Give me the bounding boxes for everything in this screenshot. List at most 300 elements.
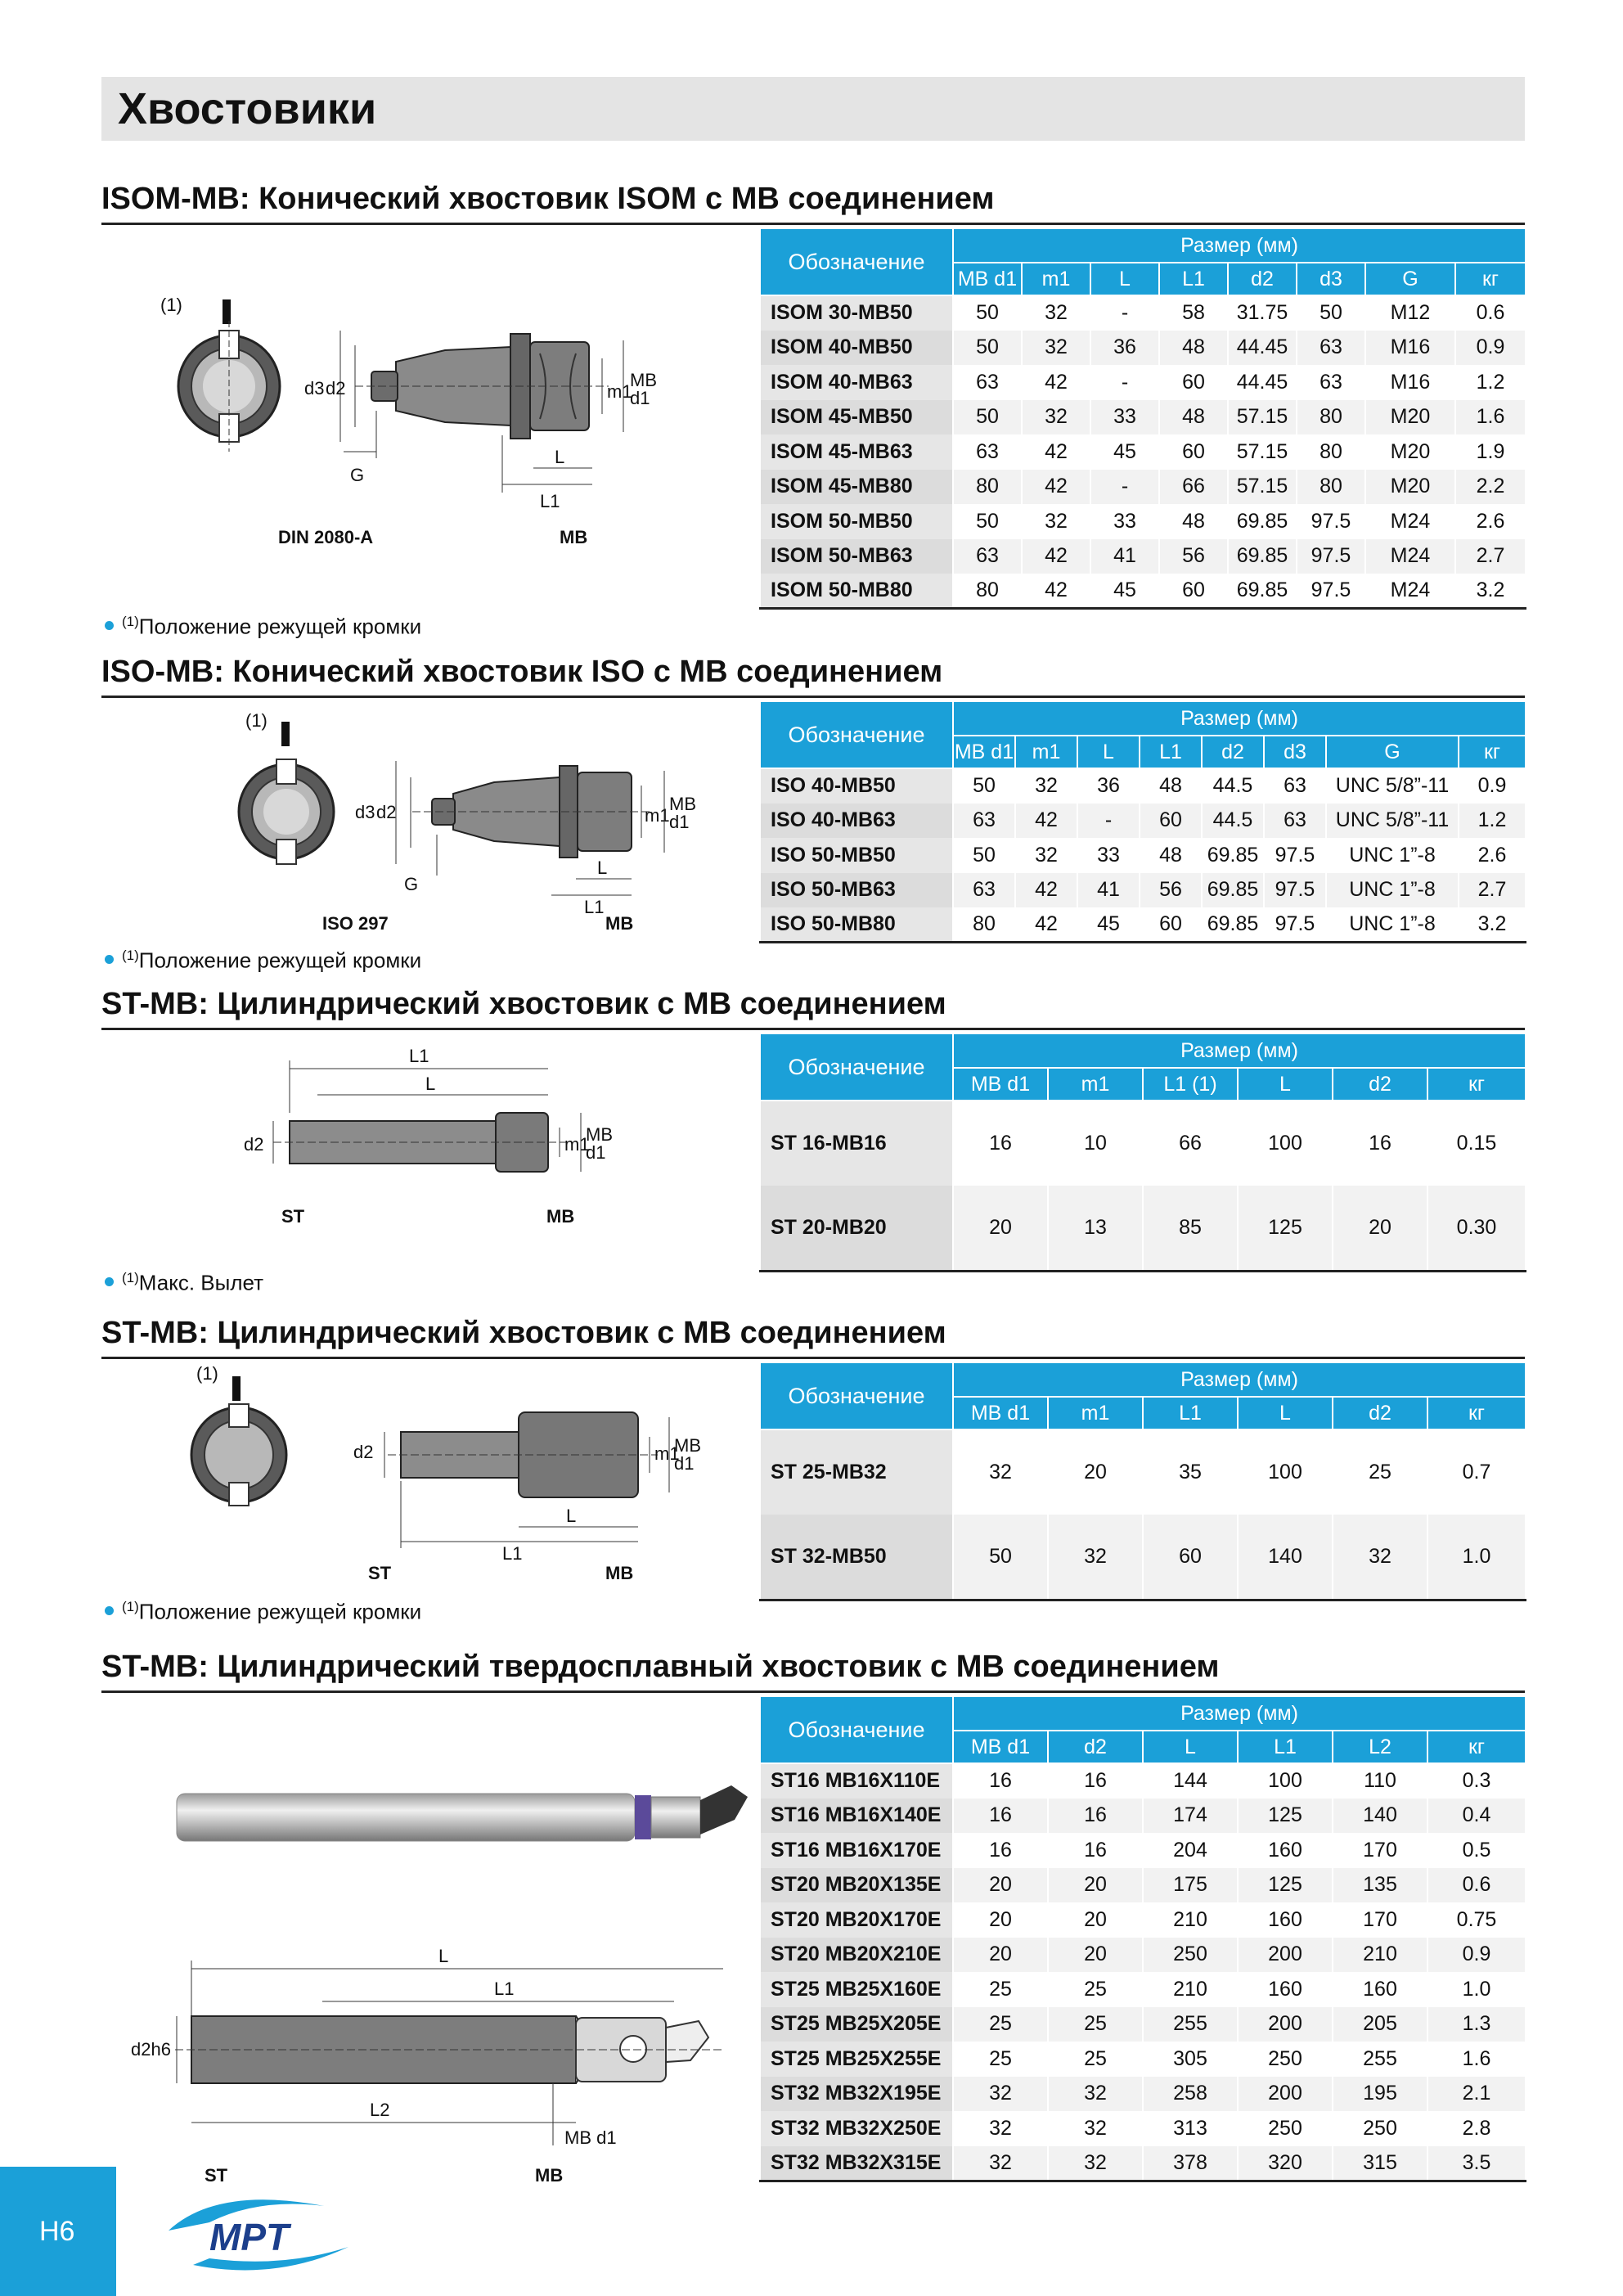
value-cell: 42	[1015, 907, 1077, 943]
value-cell: UNC 5/8”-11	[1326, 804, 1459, 839]
standard-caption: ST	[281, 1206, 305, 1227]
value-cell: 195	[1333, 2077, 1427, 2112]
footnote-mark: (1)	[122, 1270, 139, 1285]
section-rule	[101, 223, 1525, 225]
value-cell: 32	[1022, 504, 1090, 539]
value-cell: 42	[1015, 804, 1077, 839]
bullet-icon	[105, 955, 114, 964]
value-cell: 1.0	[1427, 1515, 1526, 1600]
dim-m1: m1	[607, 381, 632, 402]
value-cell: 60	[1143, 1515, 1238, 1600]
value-cell: 305	[1143, 2042, 1238, 2077]
page-number: H6	[39, 2216, 75, 2247]
designation-header: Обозначение	[760, 228, 953, 295]
value-cell: 50	[953, 1515, 1048, 1600]
value-cell: 315	[1333, 2146, 1427, 2181]
value-cell: UNC 1”-8	[1326, 873, 1459, 908]
value-cell: 20	[1333, 1186, 1427, 1271]
mb-caption: MB	[546, 1206, 575, 1227]
value-cell: 42	[1015, 873, 1077, 908]
value-cell: 160	[1238, 1972, 1333, 2007]
value-cell: 210	[1143, 1902, 1238, 1938]
value-cell: 250	[1238, 2111, 1333, 2146]
dim-mb: MB	[669, 794, 696, 814]
dim-d3: d3	[304, 378, 325, 398]
value-cell: 42	[1022, 574, 1090, 609]
size-group-header: Размер (мм)	[953, 1033, 1526, 1068]
dim-mb: MB	[586, 1124, 613, 1145]
table-row	[760, 1763, 1526, 1799]
value-cell: 31.75	[1228, 295, 1297, 331]
section-st-mb-1	[101, 987, 1525, 1314]
dim-g: G	[350, 465, 365, 485]
size-group-header: Размер (мм)	[953, 228, 1526, 263]
value-cell: 174	[1143, 1799, 1238, 1834]
value-cell: 42	[1022, 539, 1090, 574]
table-row	[760, 1938, 1526, 1973]
value-cell: 80	[953, 470, 1022, 505]
designation-header: Обозначение	[760, 1362, 953, 1429]
value-cell: 0.9	[1459, 768, 1526, 804]
value-cell: 110	[1333, 1763, 1427, 1799]
value-cell: 20	[953, 1902, 1048, 1938]
value-cell: 25	[953, 2007, 1048, 2042]
value-cell: 0.9	[1455, 331, 1526, 366]
value-cell: 44.5	[1202, 804, 1264, 839]
value-cell: 50	[953, 295, 1022, 331]
designation-cell: ST25 MB25X255E	[760, 2042, 953, 2077]
table-row	[760, 2146, 1526, 2181]
designation-cell: ISO 50-MB80	[760, 907, 953, 943]
table-row	[760, 2111, 1526, 2146]
dim-m1: m1	[654, 1443, 680, 1464]
size-group-header: Размер (мм)	[953, 701, 1526, 736]
cutting-edge-mark: (1)	[160, 295, 182, 315]
value-cell: 57.15	[1228, 434, 1297, 470]
table-row	[760, 1833, 1526, 1868]
standard-caption: ISO 297	[322, 913, 389, 933]
value-cell: 33	[1090, 400, 1159, 435]
column-header: L1	[1159, 263, 1228, 295]
value-cell: 200	[1238, 2077, 1333, 2112]
bullet-icon	[105, 1606, 114, 1615]
column-header: G	[1326, 736, 1459, 768]
designation-cell: ISOM 45-MB63	[760, 434, 953, 470]
value-cell: M16	[1365, 331, 1455, 366]
column-header: кг	[1427, 1068, 1526, 1101]
value-cell: 160	[1238, 1833, 1333, 1868]
section-title: ISOM-MB: Конический хвостовик ISOM с МВ соединением	[101, 182, 995, 216]
section-rule	[101, 1357, 1525, 1359]
dim-l: L	[597, 858, 608, 878]
value-cell: -	[1077, 804, 1140, 839]
table-row	[760, 1972, 1526, 2007]
value-cell: 20	[953, 1186, 1048, 1271]
value-cell: UNC 5/8”-11	[1326, 768, 1459, 804]
value-cell: 48	[1159, 504, 1228, 539]
column-header: m1	[1022, 263, 1090, 295]
value-cell: 85	[1143, 1186, 1238, 1271]
dim-d2: d2	[326, 378, 346, 398]
value-cell: 16	[953, 1833, 1048, 1868]
value-cell: 41	[1077, 873, 1140, 908]
designation-cell: ST 20-MB20	[760, 1186, 953, 1271]
standard-caption: DIN 2080-A	[278, 527, 374, 547]
value-cell: 250	[1143, 1938, 1238, 1973]
value-cell: 144	[1143, 1763, 1238, 1799]
column-header: d3	[1297, 263, 1365, 295]
value-cell: 36	[1090, 331, 1159, 366]
logo-text: MPT	[209, 2216, 290, 2258]
value-cell: 32	[953, 2077, 1048, 2112]
section-st-mb-carbide	[101, 1650, 1525, 2206]
table-row	[760, 804, 1526, 839]
value-cell: 3.2	[1455, 574, 1526, 609]
size-group-header: Размер (мм)	[953, 1362, 1526, 1397]
column-header: d2	[1048, 1731, 1143, 1763]
column-header: L1	[1143, 1397, 1238, 1429]
value-cell: 69.85	[1228, 574, 1297, 609]
column-header: m1	[1015, 736, 1077, 768]
column-header: кг	[1459, 736, 1526, 768]
designation-cell: ST25 MB25X160E	[760, 1972, 953, 2007]
designation-cell: ST20 MB20X135E	[760, 1868, 953, 1903]
value-cell: 60	[1140, 804, 1202, 839]
value-cell: 57.15	[1228, 400, 1297, 435]
designation-cell: ST20 MB20X170E	[760, 1902, 953, 1938]
value-cell: 160	[1333, 1972, 1427, 2007]
section-isom-mb	[101, 182, 1525, 648]
value-cell: 50	[953, 331, 1022, 366]
value-cell: 16	[1048, 1833, 1143, 1868]
dim-l: L	[566, 1506, 577, 1526]
value-cell: 69.85	[1202, 873, 1264, 908]
value-cell: 20	[1048, 1868, 1143, 1903]
dim-l: L	[438, 1946, 449, 1966]
column-header: L	[1238, 1397, 1333, 1429]
value-cell: 3.5	[1427, 2146, 1526, 2181]
dim-l2: L2	[370, 2100, 390, 2120]
value-cell: 63	[1297, 331, 1365, 366]
value-cell: 1.6	[1427, 2042, 1526, 2077]
column-header: кг	[1427, 1397, 1526, 1429]
mb-caption: MB	[605, 1563, 634, 1579]
table-row	[760, 2042, 1526, 2077]
value-cell: 100	[1238, 1763, 1333, 1799]
table-row	[760, 470, 1526, 505]
dim-l1: L1	[584, 897, 605, 917]
table-row	[760, 331, 1526, 366]
value-cell: 48	[1159, 331, 1228, 366]
footnote	[105, 614, 421, 640]
column-header: L	[1143, 1731, 1238, 1763]
value-cell: 63	[953, 365, 1022, 400]
value-cell: 258	[1143, 2077, 1238, 2112]
column-header: L1	[1238, 1731, 1333, 1763]
value-cell: 69.85	[1228, 504, 1297, 539]
value-cell: 0.9	[1427, 1938, 1526, 1973]
dim-l: L	[425, 1074, 436, 1094]
value-cell: -	[1090, 295, 1159, 331]
column-header: MB d1	[953, 1731, 1048, 1763]
column-header: MB d1	[953, 1397, 1048, 1429]
designation-cell: ISO 50-MB63	[760, 873, 953, 908]
designation-cell: ISOM 50-MB80	[760, 574, 953, 609]
designation-cell: ST16 MB16X140E	[760, 1799, 953, 1834]
table-row	[760, 1868, 1526, 1903]
value-cell: 80	[953, 574, 1022, 609]
footnote-text: Положение режущей кромки	[138, 1599, 422, 1624]
column-header: кг	[1455, 263, 1526, 295]
section-title: ST-MB: Цилиндрический хвостовик с МВ соединением	[101, 1316, 946, 1350]
value-cell: 97.5	[1264, 838, 1326, 873]
column-header: L1	[1140, 736, 1202, 768]
value-cell: 97.5	[1297, 574, 1365, 609]
table-row	[760, 504, 1526, 539]
designation-cell: ISOM 45-MB80	[760, 470, 953, 505]
value-cell: 80	[1297, 400, 1365, 435]
value-cell: 20	[953, 1868, 1048, 1903]
footnote-mark: (1)	[122, 948, 139, 963]
section-title: ST-MB: Цилиндрический хвостовик с МВ соединением	[101, 987, 946, 1021]
value-cell: 45	[1090, 574, 1159, 609]
value-cell: -	[1090, 470, 1159, 505]
value-cell: 250	[1238, 2042, 1333, 2077]
value-cell: 2.6	[1455, 504, 1526, 539]
value-cell: -	[1090, 365, 1159, 400]
value-cell: 97.5	[1297, 539, 1365, 574]
mb-caption: MB	[535, 2165, 564, 2186]
value-cell: 0.7	[1427, 1429, 1526, 1515]
st-diagram-1	[151, 1036, 789, 1240]
designation-cell: ST32 MB32X250E	[760, 2111, 953, 2146]
value-cell: 33	[1090, 504, 1159, 539]
st-spec-table-2	[759, 1362, 1526, 1601]
value-cell: 50	[953, 768, 1015, 804]
value-cell: 63	[953, 873, 1015, 908]
column-header: d2	[1333, 1397, 1427, 1429]
value-cell: 32	[1048, 2077, 1143, 2112]
designation-header: Обозначение	[760, 701, 953, 768]
value-cell: 140	[1238, 1515, 1333, 1600]
section-iso-mb	[101, 655, 1525, 982]
table-row	[760, 1101, 1526, 1186]
value-cell: 32	[953, 2111, 1048, 2146]
dim-m1: m1	[645, 805, 670, 826]
column-header: G	[1365, 263, 1455, 295]
table-row	[760, 768, 1526, 804]
value-cell: 125	[1238, 1799, 1333, 1834]
value-cell: M16	[1365, 365, 1455, 400]
page-title-bar	[101, 77, 1525, 141]
value-cell: 200	[1238, 1938, 1333, 1973]
value-cell: 13	[1048, 1186, 1143, 1271]
value-cell: 25	[1333, 1429, 1427, 1515]
dim-mb-d1: MB d1	[564, 2127, 617, 2148]
value-cell: 32	[953, 2146, 1048, 2181]
footnote	[105, 1270, 263, 1296]
table-row	[760, 838, 1526, 873]
value-cell: 32	[1333, 1515, 1427, 1600]
dim-d3: d3	[355, 802, 375, 822]
value-cell: 2.6	[1459, 838, 1526, 873]
value-cell: 250	[1333, 2111, 1427, 2146]
value-cell: 204	[1143, 1833, 1238, 1868]
column-header: MB d1	[953, 1068, 1048, 1101]
value-cell: 32	[1022, 400, 1090, 435]
isom-spec-table	[759, 227, 1526, 610]
value-cell: M24	[1365, 539, 1455, 574]
iso-spec-table	[759, 700, 1526, 943]
bullet-icon	[105, 1277, 114, 1286]
page-number-tab	[0, 2167, 116, 2296]
value-cell: 50	[1297, 295, 1365, 331]
value-cell: 60	[1140, 907, 1202, 943]
dim-mb: MB	[630, 370, 657, 390]
value-cell: 0.3	[1427, 1763, 1526, 1799]
table-row	[760, 434, 1526, 470]
standard-caption: ST	[205, 2165, 228, 2186]
value-cell: 255	[1333, 2042, 1427, 2077]
value-cell: 1.3	[1427, 2007, 1526, 2042]
value-cell: 20	[1048, 1429, 1143, 1515]
value-cell: 100	[1238, 1429, 1333, 1515]
column-header: m1	[1048, 1397, 1143, 1429]
designation-header: Обозначение	[760, 1033, 953, 1101]
table-row	[760, 1429, 1526, 1515]
designation-cell: ST25 MB25X205E	[760, 2007, 953, 2042]
value-cell: 44.5	[1202, 768, 1264, 804]
value-cell: 2.7	[1459, 873, 1526, 908]
value-cell: 16	[1048, 1799, 1143, 1834]
value-cell: M20	[1365, 470, 1455, 505]
value-cell: 32	[1015, 768, 1077, 804]
value-cell: 25	[953, 1972, 1048, 2007]
value-cell: 32	[1022, 295, 1090, 331]
value-cell: 125	[1238, 1868, 1333, 1903]
value-cell: 3.2	[1459, 907, 1526, 943]
value-cell: 48	[1140, 768, 1202, 804]
footnote-text: Положение режущей кромки	[138, 948, 422, 973]
dim-d1: d1	[674, 1453, 695, 1474]
table-row	[760, 539, 1526, 574]
value-cell: 97.5	[1264, 907, 1326, 943]
value-cell: 66	[1143, 1101, 1238, 1186]
value-cell: 48	[1140, 838, 1202, 873]
column-header: L2	[1333, 1731, 1427, 1763]
table-row	[760, 574, 1526, 609]
value-cell: 135	[1333, 1868, 1427, 1903]
value-cell: 2.8	[1427, 2111, 1526, 2146]
value-cell: 42	[1022, 434, 1090, 470]
column-header: d2	[1228, 263, 1297, 295]
column-header: MB d1	[953, 736, 1015, 768]
dim-d1: d1	[586, 1142, 606, 1163]
designation-cell: ST16 MB16X110E	[760, 1763, 953, 1799]
value-cell: 45	[1077, 907, 1140, 943]
value-cell: 97.5	[1297, 504, 1365, 539]
designation-cell: ST 16-MB16	[760, 1101, 953, 1186]
dim-g: G	[404, 874, 419, 894]
value-cell: 0.30	[1427, 1186, 1526, 1271]
value-cell: 32	[953, 1429, 1048, 1515]
designation-cell: ST16 MB16X170E	[760, 1833, 953, 1868]
dim-d2: d2	[244, 1134, 264, 1155]
table-row	[760, 907, 1526, 943]
value-cell: 80	[1297, 470, 1365, 505]
value-cell: 58	[1159, 295, 1228, 331]
designation-cell: ISOM 40-MB50	[760, 331, 953, 366]
dim-l1: L1	[540, 491, 560, 511]
value-cell: 63	[953, 539, 1022, 574]
bullet-icon	[105, 621, 114, 630]
section-title: ST-MB: Цилиндрический твердосплавный хвостовик с МВ соединением	[101, 1650, 1220, 1684]
value-cell: 66	[1159, 470, 1228, 505]
footnote	[105, 1599, 421, 1625]
column-header: L	[1238, 1068, 1333, 1101]
value-cell: 0.6	[1455, 295, 1526, 331]
value-cell: 1.0	[1427, 1972, 1526, 2007]
value-cell: 42	[1022, 365, 1090, 400]
dim-l1: L1	[494, 1979, 515, 1999]
column-header: L	[1077, 736, 1140, 768]
value-cell: 25	[1048, 1972, 1143, 2007]
table-row	[760, 365, 1526, 400]
column-header: MB d1	[953, 263, 1022, 295]
designation-cell: ISOM 30-MB50	[760, 295, 953, 331]
value-cell: 32	[1048, 1515, 1143, 1600]
section-rule	[101, 1690, 1525, 1693]
value-cell: UNC 1”-8	[1326, 907, 1459, 943]
value-cell: 32	[1048, 2146, 1143, 2181]
st-spec-table-1	[759, 1033, 1526, 1272]
value-cell: 2.2	[1455, 470, 1526, 505]
mb-caption: MB	[560, 527, 588, 547]
value-cell: M12	[1365, 295, 1455, 331]
value-cell: M24	[1365, 574, 1455, 609]
table-row	[760, 1186, 1526, 1271]
page-title: Хвостовики	[118, 84, 377, 133]
value-cell: 2.1	[1427, 2077, 1526, 2112]
value-cell: 63	[1264, 804, 1326, 839]
designation-cell: ST32 MB32X195E	[760, 2077, 953, 2112]
value-cell: 80	[1297, 434, 1365, 470]
footnote-text: Макс. Вылет	[138, 1270, 264, 1295]
value-cell: 170	[1333, 1902, 1427, 1938]
dim-l: L	[555, 447, 565, 467]
value-cell: 33	[1077, 838, 1140, 873]
value-cell: 63	[1264, 768, 1326, 804]
cutting-edge-mark: (1)	[196, 1366, 218, 1384]
value-cell: 0.5	[1427, 1833, 1526, 1868]
value-cell: 25	[953, 2042, 1048, 2077]
dim-d1: d1	[669, 812, 690, 832]
value-cell: 44.45	[1228, 331, 1297, 366]
value-cell: 50	[953, 838, 1015, 873]
value-cell: 0.6	[1427, 1868, 1526, 1903]
value-cell: 44.45	[1228, 365, 1297, 400]
value-cell: 20	[1048, 1902, 1143, 1938]
value-cell: 45	[1090, 434, 1159, 470]
value-cell: 56	[1140, 873, 1202, 908]
value-cell: 0.15	[1427, 1101, 1526, 1186]
value-cell: 69.85	[1228, 539, 1297, 574]
value-cell: 20	[953, 1938, 1048, 1973]
table-row	[760, 1515, 1526, 1600]
designation-cell: ISOM 50-MB63	[760, 539, 953, 574]
value-cell: 16	[1333, 1101, 1427, 1186]
value-cell: 1.2	[1455, 365, 1526, 400]
